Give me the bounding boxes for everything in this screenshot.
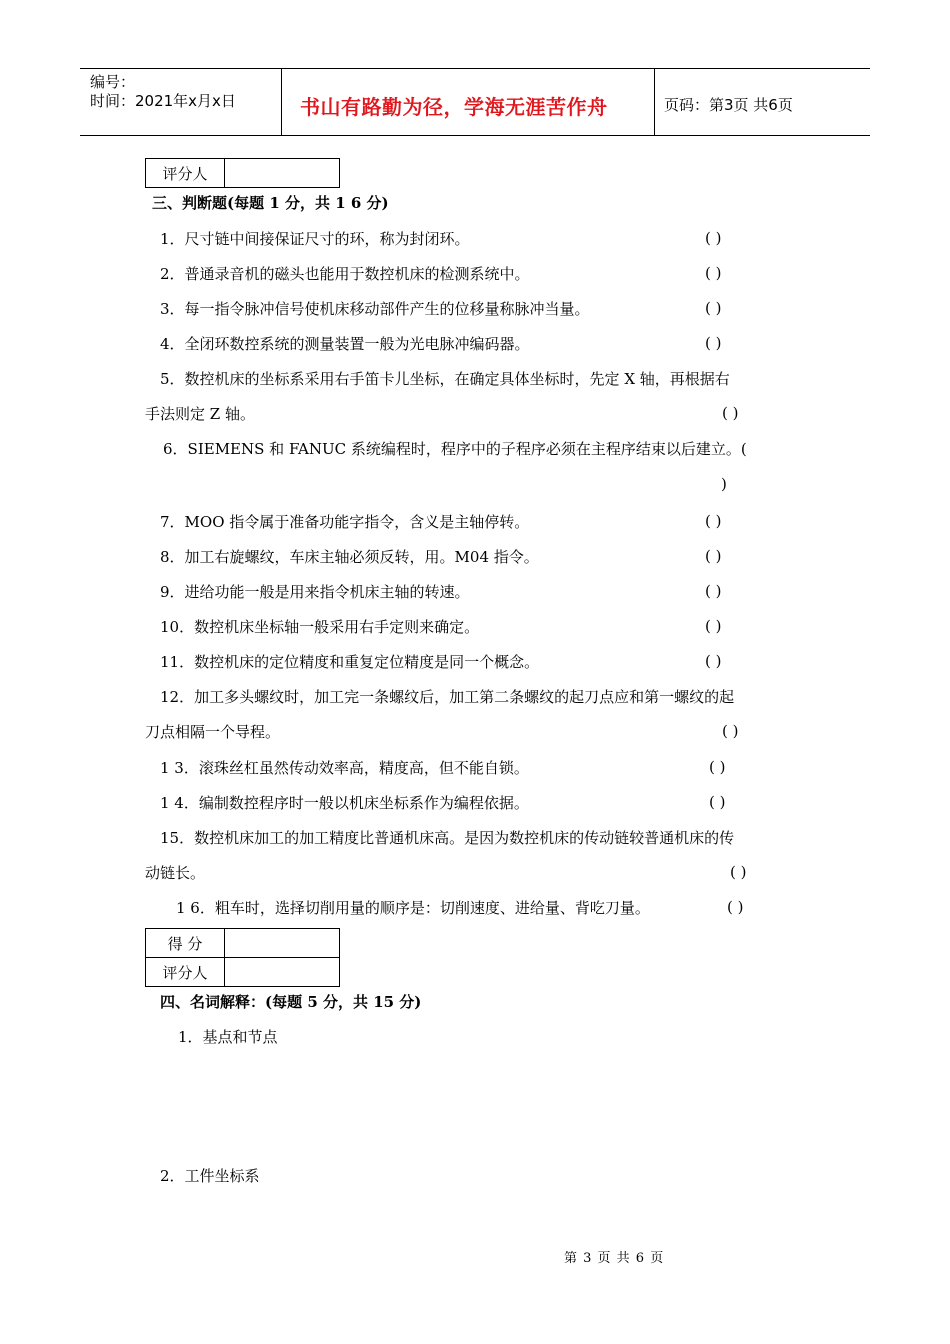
header-bottom-border	[80, 135, 870, 136]
question-9: 9．进给功能一般是用来指令机床主轴的转速。	[160, 583, 470, 601]
answer-paren-10[interactable]: ( )	[705, 617, 722, 635]
answer-paren-2[interactable]: ( )	[705, 264, 722, 282]
answer-paren-12[interactable]: ( )	[722, 722, 739, 740]
doc-number-label: 编号：	[90, 73, 136, 91]
question-1: 1．尺寸链中间接保证尺寸的环，称为封闭环。	[160, 230, 470, 248]
header-page-label: 页码：第3页 共6页	[664, 96, 793, 114]
question-7: 7．MOO 指令属于准备功能字指令，含义是主轴停转。	[160, 513, 530, 531]
header-top-border	[80, 68, 870, 69]
reviewer-cell[interactable]	[225, 159, 340, 188]
answer-paren-15[interactable]: ( )	[730, 863, 747, 881]
score-table-2	[145, 928, 340, 987]
answer-paren-8[interactable]: ( )	[705, 547, 722, 565]
term-1: 1．基点和节点	[178, 1028, 278, 1046]
answer-paren-13[interactable]: ( )	[709, 758, 726, 776]
question-8: 8．加工右旋螺纹，车床主轴必须反转，用。M04 指令。	[160, 548, 539, 566]
question-14: 1 4．编制数控程序时一般以机床坐标系作为编程依据。	[160, 794, 529, 812]
question-2: 2．普通录音机的磁头也能用于数控机床的检测系统中。	[160, 265, 530, 283]
question-13: 1 3．滚珠丝杠虽然传动效率高，精度高，但不能自锁。	[160, 759, 529, 777]
answer-paren-9[interactable]: ( )	[705, 582, 722, 600]
question-5-line2: 手法则定 Z 轴。	[145, 405, 255, 423]
question-10: 10．数控机床坐标轴一般采用右手定则来确定。	[160, 618, 480, 636]
section3-title: 三、判断题(每题 1 分，共 1 6 分)	[152, 194, 389, 212]
question-15-line1: 15．数控机床加工的加工精度比普通机床高。是因为数控机床的传动链较普通机床的传	[160, 829, 735, 847]
section4-title: 四、名词解释：(每题 5 分，共 15 分)	[160, 993, 422, 1011]
question-15-line2: 动链长。	[145, 864, 206, 882]
doc-time-label: 时间：2021年x月x日	[90, 92, 236, 110]
answer-paren-6-close[interactable]: )	[721, 475, 727, 493]
question-16: 1 6．粗车时，选择切削用量的顺序是：切削速度、进给量、背吃刀量。	[176, 899, 650, 917]
question-3: 3．每一指令脉冲信号使机床移动部件产生的位移量称脉冲当量。	[160, 300, 590, 318]
header-divider-left	[281, 68, 282, 136]
answer-paren-7[interactable]: ( )	[705, 512, 722, 530]
term-2: 2．工件坐标系	[160, 1167, 260, 1185]
answer-paren-5[interactable]: ( )	[722, 404, 739, 422]
answer-paren-1[interactable]: ( )	[705, 229, 722, 247]
question-5-line1: 5．数控机床的坐标系采用右手笛卡儿坐标，在确定具体坐标时，先定 X 轴，再根据右	[160, 370, 730, 388]
question-11: 11．数控机床的定位精度和重复定位精度是同一个概念。	[160, 653, 540, 671]
question-4: 4．全闭环数控系统的测量装置一般为光电脉冲编码器。	[160, 335, 530, 353]
reviewer-cell-2[interactable]	[225, 958, 340, 987]
question-12-line1: 12．加工多头螺纹时，加工完一条螺纹后，加工第二条螺纹的起刀点应和第一螺纹的起	[160, 688, 735, 706]
answer-paren-16[interactable]: ( )	[727, 898, 744, 916]
page-footer: 第 3 页 共 6 页	[564, 1251, 665, 1266]
header-motto: 书山有路勤为径，学海无涯苦作舟	[300, 95, 608, 119]
answer-paren-11[interactable]: ( )	[705, 652, 722, 670]
reviewer-label-2: 评分人	[146, 958, 225, 987]
question-6-line1: 6．SIEMENS 和 FANUC 系统编程时，程序中的子程序必须在主程序结束以后建立。(	[163, 440, 747, 458]
reviewer-label: 评分人	[146, 159, 225, 188]
score-label: 得 分	[146, 929, 225, 958]
question-12-line2: 刀点相隔一个导程。	[145, 723, 281, 741]
answer-paren-3[interactable]: ( )	[705, 299, 722, 317]
reviewer-table-1	[145, 158, 340, 188]
answer-paren-14[interactable]: ( )	[709, 793, 726, 811]
answer-paren-4[interactable]: ( )	[705, 334, 722, 352]
header-divider-right	[654, 68, 655, 136]
score-cell[interactable]	[225, 929, 340, 958]
